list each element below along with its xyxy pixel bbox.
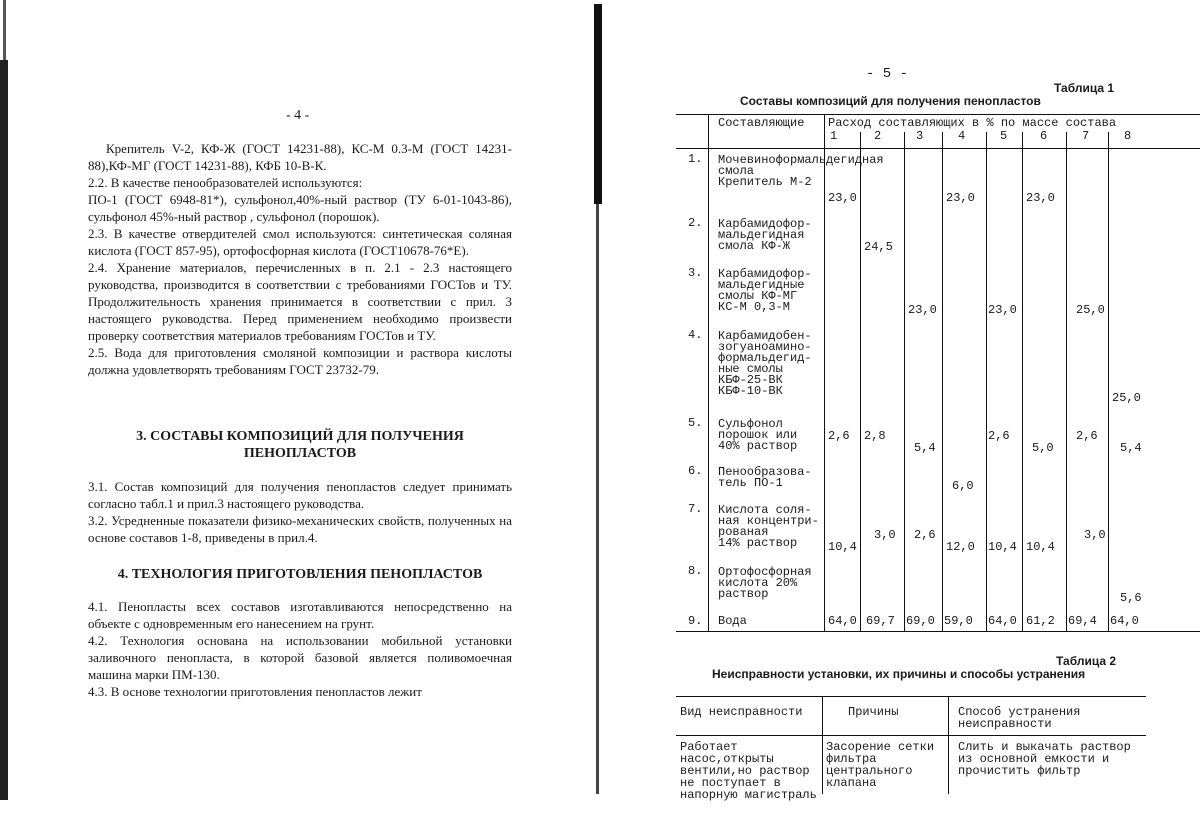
table1-col-header: 7	[1082, 129, 1090, 143]
table1-row-name: Ортофосфорная кислота 20% раствор	[718, 565, 812, 601]
paragraph: 4.2. Технология основана на использовании мобильной установки заливочного пенопласта, в которой базовой является поливомоечная машина марки ПМ-130.	[88, 633, 512, 682]
table1-value: 64,0	[828, 614, 857, 628]
table1-row-number: 9.	[688, 614, 703, 628]
page-number: - 5 -	[866, 66, 909, 82]
table1-value: 23,0	[908, 303, 937, 317]
table1-value: 64,0	[988, 614, 1017, 628]
table1-value: 3,0	[874, 528, 896, 542]
table-rule	[676, 696, 1146, 697]
table1-header-consumption: Расход составляющих в % по массе состава	[828, 116, 1117, 130]
table1-value: 69,4	[1068, 614, 1097, 628]
table2-header: Вид неисправности	[680, 705, 803, 719]
paragraph: 2.2. В качестве пенообразователей используются:	[88, 175, 363, 190]
table-rule	[904, 132, 905, 631]
table1-row-name: Кислота соля- ная концентри- рованая 14% раствор	[718, 503, 819, 550]
paragraph: 4.3. В основе технологии приготовления пенопластов лежит	[88, 684, 422, 699]
paragraph: Крепитель V-2, КФ-Ж (ГОСТ 14231-88), КС-М 0.3-М (ГОСТ 14231-88),КФ-МГ (ГОСТ 14231-88), КФБ 10-В-К.	[88, 141, 512, 173]
table1-value: 5,6	[1120, 591, 1142, 605]
table1-row-name: Вода	[718, 614, 747, 628]
paragraph: 4.1. Пенопласты всех составов изготавливаются непосредственно на объекте с одновременным его нанесением на грунт.	[88, 599, 512, 631]
paragraph: 3.1. Состав композиций для получения пенопластов следует принимать согласно табл.1 и прил.3 настоящего руководства.	[88, 479, 512, 511]
table2-title: Неисправности установки, их причины и способы устранения	[712, 667, 1086, 681]
table1-col-header: 6	[1040, 129, 1048, 143]
table1-col-header: 1	[830, 129, 838, 143]
table-rule	[948, 696, 949, 794]
table1-caption: Таблица 1	[1054, 81, 1115, 95]
table1-value: 23,0	[946, 191, 975, 205]
table-rule	[676, 735, 1146, 736]
table1-row-name: Сульфонол порошок или 40% раствор	[718, 417, 798, 453]
table2-caption: Таблица 2	[1056, 654, 1117, 668]
table1-value: 10,4	[988, 540, 1017, 554]
section-heading: 4. ТЕХНОЛОГИЯ ПРИГОТОВЛЕНИЯ ПЕНОПЛАСТОВ	[117, 567, 483, 582]
table1-value: 69,0	[906, 614, 935, 628]
paragraph: 3.2. Усредненные показатели физико-механических свойств, полученных на основе составов 1-8, приведены в прил.4.	[88, 513, 512, 545]
table1-row-name: Мочевиноформальдегидная смола Крепитель М-2	[718, 153, 884, 189]
table1-row-name: Карбамидофор- мальдегидная смола КФ-Ж	[718, 217, 812, 253]
table1-col-header: 3	[916, 129, 924, 143]
table1-value: 64,0	[1110, 614, 1139, 628]
text-block-mid	[88, 478, 512, 546]
table1-value: 23,0	[828, 191, 857, 205]
table1-value: 10,4	[828, 540, 857, 554]
table1-value: 25,0	[1076, 303, 1105, 317]
table-rule	[708, 114, 709, 631]
table1-value: 10,4	[1026, 540, 1055, 554]
table-rule	[1066, 132, 1067, 631]
table2-header: Способ устранения неисправности	[958, 705, 1081, 731]
table1-row-name: Карбамидобен- зогуаноамино- формальдегид- ные смолы КБФ-25-ВК КБФ-10-ВК	[718, 329, 812, 398]
table2-header: Причины	[848, 705, 899, 719]
table-rule	[860, 132, 861, 631]
table1-value: 5,4	[1120, 441, 1142, 455]
table1-row-number: 7.	[688, 502, 703, 516]
table1-header-component: Составляющие	[718, 116, 805, 130]
table1-value: 2,8	[864, 429, 886, 443]
table1-col-header: 2	[874, 129, 882, 143]
table1-row-name: Карбамидофор- мальдегидные смолы КФ-МГ КС-М 0,3-М	[718, 267, 812, 314]
table-rule	[824, 114, 825, 631]
table1-value: 3,0	[1084, 528, 1106, 542]
table1-value: 6,0	[952, 479, 974, 493]
table1-row-number: 3.	[688, 266, 703, 280]
table1-col-header: 5	[1000, 129, 1008, 143]
table2-cell: Засорение сетки фильтра центрального клапана	[826, 740, 935, 790]
table1-value: 69,7	[866, 614, 895, 628]
page-number: - 4 -	[286, 108, 310, 123]
table1-value: 23,0	[988, 303, 1017, 317]
table1-value: 23,0	[1026, 191, 1055, 205]
table-rule	[822, 696, 823, 794]
table1-row-number: 5.	[688, 416, 703, 430]
left-page	[0, 0, 590, 821]
table-rule	[986, 132, 987, 631]
paragraph: 2.3. В качестве отвердителей смол используются: синтетическая соляная кислота (ГОСТ 857-95), ортофосфорная кислота (ГОСТ10678-76*Е).	[88, 226, 512, 258]
table1-row-number: 4.	[688, 328, 703, 342]
table1-value: 5,4	[914, 441, 936, 455]
table1-row-number: 2.	[688, 216, 703, 230]
table1-value: 61,2	[1026, 614, 1055, 628]
table2-cell: Работает насос,открыты вентили,но раствор не поступает в напорную магистраль	[680, 740, 817, 802]
table1-row-name: Пенообразова- тель ПО-1	[718, 465, 812, 490]
table1-row-number: 8.	[688, 564, 703, 578]
paragraph: 2.5. Вода для приготовления смоляной композиции и раствора кислоты должна удовлетворять требованиям ГОСТ 23732-79.	[88, 345, 512, 377]
table1-value: 2,6	[828, 429, 850, 443]
book-spine	[594, 4, 602, 204]
table-rule	[942, 132, 943, 631]
table1-title: Составы композиций для получения пенопластов	[740, 94, 1041, 108]
table-rule	[676, 148, 1200, 149]
section-heading: 3. СОСТАВЫ КОМПОЗИЦИЙ ДЛЯ ПОЛУЧЕНИЯ ПЕНОПЛАСТОВ	[136, 429, 464, 461]
table1-value: 25,0	[1112, 391, 1141, 405]
table1-col-header: 8	[1124, 129, 1132, 143]
table1-value: 5,0	[1032, 441, 1054, 455]
table1-value: 2,6	[988, 429, 1010, 443]
table1-col-header: 4	[958, 129, 966, 143]
table1-value: 59,0	[944, 614, 973, 628]
paragraph: ПО-1 (ГОСТ 6948-81*), сульфонол,40%-ный раствор (ТУ 6-01-1043-86), сульфонол 45%-ный раствор , сульфонол (порошок).	[88, 192, 512, 224]
table1-row-number: 6.	[688, 464, 703, 478]
table1-value: 24,5	[864, 240, 893, 254]
text-block-bottom	[88, 598, 512, 700]
table-rule	[676, 114, 1200, 115]
table2-cell: Слить и выкачать раствор из основной емкости и прочистить фильтр	[958, 740, 1131, 778]
table-rule	[676, 631, 1200, 632]
table1-row-number: 1.	[688, 152, 703, 166]
table-rule	[1108, 132, 1109, 631]
book-spine	[596, 204, 599, 794]
table-rule	[1022, 132, 1023, 631]
table1-value: 12,0	[946, 540, 975, 554]
table1-value: 2,6	[914, 528, 936, 542]
right-page	[602, 0, 1200, 821]
text-block-top	[88, 140, 512, 378]
table1-value: 2,6	[1076, 429, 1098, 443]
paragraph: 2.4. Хранение материалов, перечисленных в п. 2.1 - 2.3 настоящего руководства, производится в соответствии с требованиями ГОСТов и ТУ. Продолжительность хранения принимается в соответствии с прил. 3 настоящего руководства. Перед применением необходимо произвести проверку соответствия материалов требованиям ГОСТов и ТУ.	[88, 260, 512, 343]
